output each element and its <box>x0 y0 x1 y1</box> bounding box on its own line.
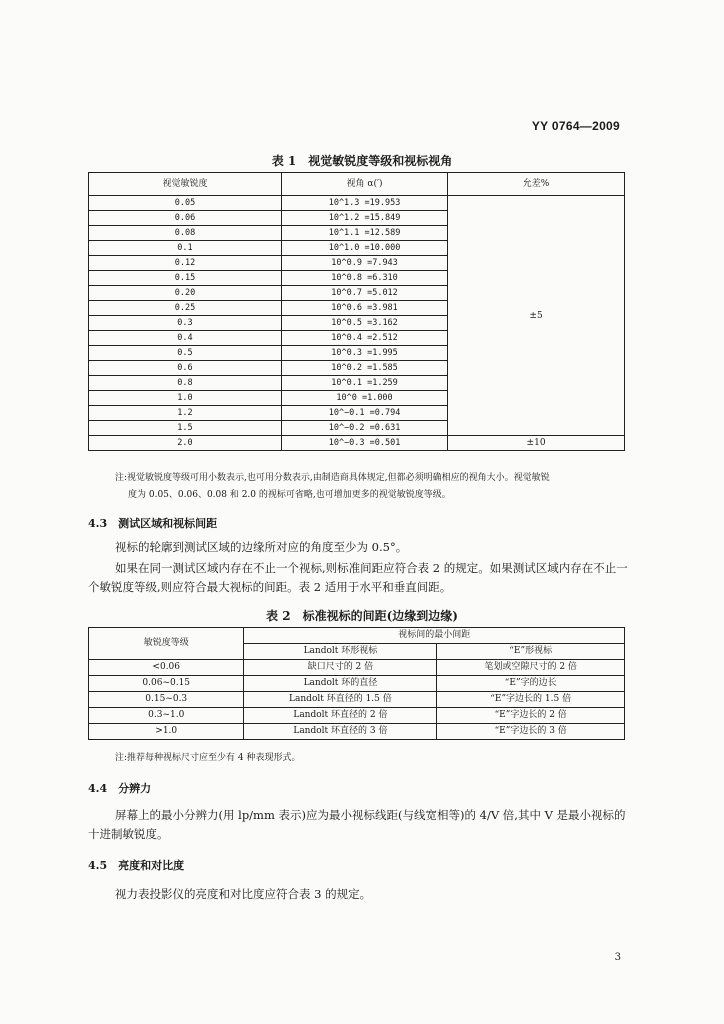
table2-row <box>89 724 625 740</box>
table2 <box>88 627 625 740</box>
section-4-4-title: 4.4 分辨力 <box>88 782 152 795</box>
table2-cell-e: “E”字边长的 1.5 倍 <box>437 692 625 708</box>
table1-header-tolerance: 允差% <box>448 173 625 196</box>
table2-body <box>89 660 625 740</box>
table1-caption: 表 1 视觉敏锐度等级和视标视角 <box>271 154 453 168</box>
table1-header-row <box>89 173 625 196</box>
table1-cell-angle: 10^0.2 =1.585 <box>281 361 447 376</box>
table2-cell-landolt: Landolt 环直径的 3 倍 <box>244 724 437 740</box>
table2-row <box>89 692 625 708</box>
section-4-3-paragraph-1: 视标的轮廓到测试区域的边缘所对应的角度至少为 0.5°。 <box>115 540 408 554</box>
page-number: 3 <box>614 952 621 963</box>
table1-cell-acuity: 2.0 <box>89 436 282 451</box>
table2-header-acuity: 敏锐度等级 <box>89 628 244 660</box>
table1-cell-acuity: 0.20 <box>89 286 282 301</box>
table1 <box>88 172 625 451</box>
table2-header-landolt: Landolt 环形视标 <box>244 644 437 660</box>
table1-row <box>89 196 625 211</box>
table2-cell-level: >1.0 <box>89 724 244 740</box>
table2-cell-e: “E”字边长的 2 倍 <box>437 708 625 724</box>
table1-cell-acuity: 0.12 <box>89 256 282 271</box>
table1-cell-angle: 10^−0.2 =0.631 <box>281 421 447 436</box>
table2-caption: 表 2 标准视标的间距(边缘到边缘) <box>266 609 458 623</box>
table2-cell-level: 0.3~1.0 <box>89 708 244 724</box>
table1-cell-angle: 10^1.1 =12.589 <box>281 226 447 241</box>
table1-cell-angle: 10^0.8 =6.310 <box>281 271 447 286</box>
table2-cell-e: “E”字边长的 3 倍 <box>437 724 625 740</box>
table1-header-angle: 视角 α(′) <box>281 173 447 196</box>
table2-cell-level: 0.15~0.3 <box>89 692 244 708</box>
table1-cell-acuity: 1.0 <box>89 391 282 406</box>
table2-cell-landolt: Landolt 环直径的 1.5 倍 <box>244 692 437 708</box>
table1-cell-acuity: 0.08 <box>89 226 282 241</box>
section-4-5-paragraph: 视力表投影仪的亮度和对比度应符合表 3 的规定。 <box>115 887 372 901</box>
table2-cell-landolt: Landolt 环的直径 <box>244 676 437 692</box>
table1-cell-tolerance-last: ±10 <box>448 436 625 451</box>
table2-cell-landolt: 缺口尺寸的 2 倍 <box>244 660 437 676</box>
table1-row <box>89 436 625 451</box>
table1-cell-acuity: 0.5 <box>89 346 282 361</box>
table1-cell-acuity: 0.05 <box>89 196 282 211</box>
table1-note-line1: 注:视觉敏锐度等级可用小数表示,也可用分数表示,由制造商具体规定,但都必须明确相应的视角大小。视觉敏锐 <box>115 473 550 483</box>
table1-cell-acuity: 0.06 <box>89 211 282 226</box>
table1-cell-angle: 10^0.5 =3.162 <box>281 316 447 331</box>
table1-cell-angle: 10^1.0 =10.000 <box>281 241 447 256</box>
table1-cell-angle: 10^1.2 =15.849 <box>281 211 447 226</box>
section-4-3-paragraph-2: 如果在同一测试区域内存在不止一个视标,则标准间距应符合表 2 的规定。如果测试区域内存在不止一个敏锐度等级,则应符合最大视标的间距。表 2 适用于水平和垂直间距。 <box>88 561 628 594</box>
table1-cell-acuity: 0.15 <box>89 271 282 286</box>
table2-note: 注:推荐每种视标尺寸应至少有 4 种表现形式。 <box>115 753 301 763</box>
table1-header-acuity: 视觉敏锐度 <box>89 173 282 196</box>
table2-cell-level: <0.06 <box>89 660 244 676</box>
table1-cell-angle: 10^−0.3 =0.501 <box>281 436 447 451</box>
table2-cell-landolt: Landolt 环直径的 2 倍 <box>244 708 437 724</box>
section-4-4-paragraph: 屏幕上的最小分辨力(用 lp/mm 表示)应为最小视标线距(与线宽相等)的 4/V 倍,其中 V 是最小视标的十进制敏锐度。 <box>88 808 626 841</box>
table1-note <box>115 470 635 504</box>
table1-cell-acuity: 1.2 <box>89 406 282 421</box>
table1-cell-angle: 10^0.7 =5.012 <box>281 286 447 301</box>
table1-cell-angle: 10^0.6 =3.981 <box>281 301 447 316</box>
table1-cell-acuity: 0.3 <box>89 316 282 331</box>
section-4-3-title: 4.3 测试区域和视标间距 <box>88 517 218 530</box>
table2-cell-level: 0.06~0.15 <box>89 676 244 692</box>
table2-cell-e: “E”字的边长 <box>437 676 625 692</box>
table1-body <box>89 196 625 451</box>
table2-cell-e: 笔划或空隙尺寸的 2 倍 <box>437 660 625 676</box>
table1-cell-angle: 10^0 =1.000 <box>281 391 447 406</box>
table1-cell-acuity: 0.6 <box>89 361 282 376</box>
table2-header-row-1 <box>89 628 625 644</box>
table1-cell-angle: 10^0.4 =2.512 <box>281 331 447 346</box>
table2-header-group: 视标间的最小间距 <box>244 628 625 644</box>
table1-cell-angle: 10^0.1 =1.259 <box>281 376 447 391</box>
standard-code: YY 0764—2009 <box>531 119 620 133</box>
section-4-5-title: 4.5 亮度和对比度 <box>88 859 185 872</box>
table1-cell-tolerance: ±5 <box>448 196 625 436</box>
table1-cell-acuity: 1.5 <box>89 421 282 436</box>
table1-cell-acuity: 0.8 <box>89 376 282 391</box>
table1-cell-angle: 10^0.3 =1.995 <box>281 346 447 361</box>
table1-cell-acuity: 0.25 <box>89 301 282 316</box>
table2-row <box>89 708 625 724</box>
table1-cell-acuity: 0.1 <box>89 241 282 256</box>
table2-header-e: “E”形视标 <box>437 644 625 660</box>
table1-note-line2: 度为 0.05、0.06、0.08 和 2.0 的视标可省略,也可增加更多的视觉敏锐度等级。 <box>128 490 451 500</box>
table1-cell-angle: 10^1.3 =19.953 <box>281 196 447 211</box>
table1-cell-angle: 10^0.9 =7.943 <box>281 256 447 271</box>
table1-cell-acuity: 0.4 <box>89 331 282 346</box>
table2-row <box>89 660 625 676</box>
table2-row <box>89 676 625 692</box>
table1-cell-angle: 10^−0.1 =0.794 <box>281 406 447 421</box>
